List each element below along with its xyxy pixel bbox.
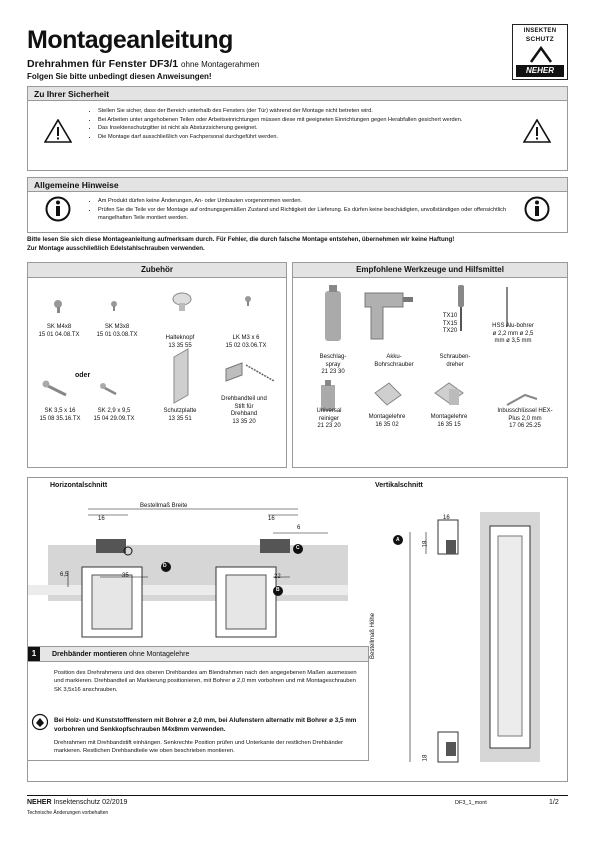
info-icon-right — [524, 196, 550, 222]
acc-lk-m3x6: LK M3 x 6 15 02 03.06.TX — [225, 335, 267, 349]
dim-18-bottom: 18 — [422, 754, 429, 762]
dim-6: 6 — [297, 525, 301, 531]
screw-m4-icon — [54, 300, 62, 313]
acc-sk-m4x8: SK M4x8 15 01 04.08.TX — [38, 324, 80, 338]
marker-c: C — [296, 545, 300, 551]
logo-brand: NEHER — [516, 65, 564, 77]
dim-22: 22 — [274, 574, 281, 580]
logo-line2: SCHUTZ — [525, 36, 555, 43]
dim-18-top: 18 — [422, 540, 429, 548]
screw-m3-icon — [111, 301, 117, 311]
marker-a: A — [396, 537, 400, 543]
step1-box — [27, 646, 369, 761]
instruction-note: Folgen Sie bitte unbedingt diesen Anweisungen! — [27, 72, 212, 81]
tool-drill-bit: HSS Alu-bohrer ø 2,2 mm ø 2,5 mm ø 3,5 mm — [492, 323, 534, 344]
screw-35-icon — [43, 381, 67, 396]
general-item: • Am Produkt dürfen keine Änderungen, An- oder Umbauten vorgenommen werden. — [98, 197, 518, 206]
step1-number: 1 — [28, 647, 40, 661]
acc-sk-2995: SK 2,9 x 9,5 15 04 29.09.TX — [93, 408, 135, 422]
drill-icon — [365, 293, 413, 339]
acc-sk-3516: SK 3,5 x 16 15 08 35.16.TX — [39, 408, 81, 422]
spray-can-icon — [325, 285, 341, 341]
tool-spray: Beschlag-spray 21 23 30 — [319, 354, 347, 375]
general-heading: Allgemeine Hinweise — [28, 178, 567, 192]
safety-item: • Bei Arbeiten unter angehobenen Teilen oder Arbeitseinrichtungen müssen diese mit geeigneten Einrichtungen gegen Herabfallen gesichert werden. — [98, 116, 473, 125]
safety-list — [88, 107, 473, 141]
acc-drehbandteil: Drehbandteil und Stift für Drehband 13 35 20 — [221, 396, 267, 425]
stainless-line: Zur Montage ausschließlich Edelstahlschrauben verwenden. — [27, 244, 205, 252]
tool-screwdriver: Schrauben-dreher — [439, 354, 471, 368]
tool-drill: Akku-Bohrschrauber — [374, 354, 414, 368]
accessories-heading: Zubehör — [28, 263, 286, 278]
footer-brand: NEHER — [27, 799, 52, 806]
hinge-part-icon — [226, 363, 274, 381]
step1-p3: Drehrahmen mit Drehbandstift einhängen. Senkrechte Position prüfen und Unterkante der restlichen Drehbänder markieren. Restlichen Drehbandteile wie oben beschrieben montieren. — [54, 740, 344, 755]
width-label: Bestellmaß Breite — [140, 503, 188, 509]
drill-bit-icon — [506, 287, 508, 327]
footer-page: 1/2 — [549, 799, 559, 806]
drill-note-icon — [31, 713, 49, 731]
general-box — [27, 177, 568, 233]
screw-29-icon — [100, 383, 116, 394]
acc-or-label: oder — [75, 372, 91, 379]
footer-doc: Insektenschutz 02/2019 — [53, 799, 128, 806]
dim-35: 35 — [122, 573, 129, 579]
hex-key-icon — [507, 395, 537, 405]
acc-halteknopf: Halteknopf 13 35 55 — [165, 335, 195, 349]
marker-d: D — [163, 563, 167, 569]
vertical-title: Vertikalschnitt — [375, 482, 423, 489]
marker-b: B — [276, 587, 280, 593]
gauge1-icon — [375, 383, 401, 405]
safety-item: • Das Insektenschutzgitter ist nicht als Absturzsicherung geeignet. — [98, 124, 473, 133]
subtitle-small: ohne Montagerahmen — [181, 60, 260, 69]
tool-cleaner: Universal reiniger 21 23 20 — [316, 408, 342, 429]
acc-sk-m3x8: SK M3x8 15 01 03.08.TX — [96, 324, 138, 338]
vertical-section — [390, 492, 565, 777]
tools-box — [292, 262, 568, 468]
tools-heading: Empfohlene Werkzeuge und Hilfsmittel — [293, 263, 567, 278]
screw-lk-icon — [245, 296, 251, 306]
general-item: • Prüfen Sie die Teile vor der Montage auf ordnungsgemäßen Zustand und Richtigkeit der Lieferung. Es dürfen keine beschädigten, unvollständigen oder offensichtlich mangelhaften Teile montiert werden. — [98, 206, 518, 223]
dim-65: 6,5 — [60, 572, 69, 578]
safety-item: • Stellen Sie sicher, dass der Bereich unterhalb des Fensters (der Tür) während der Montage nicht betreten wird. — [98, 107, 473, 116]
subtitle-bold: Drehrahmen für Fenster DF3/1 — [27, 58, 179, 70]
safety-heading: Zu Ihrer Sicherheit — [28, 87, 567, 101]
gauge2-icon — [435, 383, 463, 405]
step1-title-rest: ohne Montagelehre — [129, 651, 190, 658]
liability-line: Bitte lesen Sie sich diese Montageanleitung aufmerksam durch. Für Fehler, die durch falsche Montage entstehen, übernehmen wir keine Haftung! — [27, 236, 455, 243]
step1-p1: Position des Drehrahmens und des oberen Drehbandes am Blendrahmen nach den angegebenen Maßen ausmessen und markieren. Drehbandteil an Markierung positionieren, mit Bohrer ø 2,0 mm vorbohren und mit Montageschrauben SK 3,5x16 anschrauben. — [54, 670, 357, 693]
horizontal-title: Horizontalschnitt — [50, 482, 108, 489]
logo-line1: INSEKTEN — [523, 28, 557, 34]
warning-icon-right — [523, 119, 551, 143]
accessories-box — [27, 262, 287, 468]
step1-title: Drehbänder montieren — [52, 651, 128, 658]
step1-p2: Bei Holz- und Kunststofffenstern mit Bohrer ø 2,0 mm, bei Alufenstern alternativ mit Bohrer ø 3,5 mm vorbohren und Senkkopfschrauben M4x8mm verwenden. — [54, 717, 357, 733]
tool-tx-sizes: TX10 TX15 TX20 — [442, 313, 458, 334]
liability-warning — [27, 236, 572, 253]
footer-note: Technische Änderungen vorbehalten — [27, 810, 109, 816]
protection-plate-icon — [174, 349, 188, 403]
safety-item: • Die Montage darf ausschließlich von Fachpersonal durchgeführt werden. — [98, 133, 473, 142]
page-title: Montageanleitung — [27, 26, 233, 54]
page-subtitle — [27, 58, 259, 70]
knob-icon — [173, 293, 191, 311]
height-label: Bestellmaß Höhe — [370, 612, 376, 659]
dim-16-right: 16 — [268, 516, 275, 522]
horizontal-section — [28, 495, 370, 643]
footer-left — [27, 799, 127, 806]
info-icon-left — [45, 196, 71, 222]
acc-schutzplatte: Schutzplatte 13 35 51 — [163, 408, 197, 422]
general-list — [88, 197, 518, 223]
cleaner-icon — [321, 380, 335, 411]
neher-logo — [512, 24, 568, 80]
dim-16-left: 16 — [98, 516, 105, 522]
tool-gauge2: Montagelehre 16 35 15 — [430, 414, 468, 428]
footer — [27, 795, 568, 816]
tool-gauge1: Montagelehre 16 35 02 — [368, 414, 406, 428]
accessories-drawings — [28, 277, 286, 467]
footer-code: DF3_1_mont — [455, 800, 487, 806]
step1-header — [28, 647, 368, 662]
logo-house-icon — [529, 44, 553, 64]
dim-16-vertical: 16 — [443, 515, 450, 521]
warning-icon-left — [44, 119, 72, 143]
tool-hex-key: Inbusschlüssel HEX-Plus 2,0 mm 17 06 25.25 — [497, 408, 553, 429]
safety-box — [27, 86, 568, 171]
